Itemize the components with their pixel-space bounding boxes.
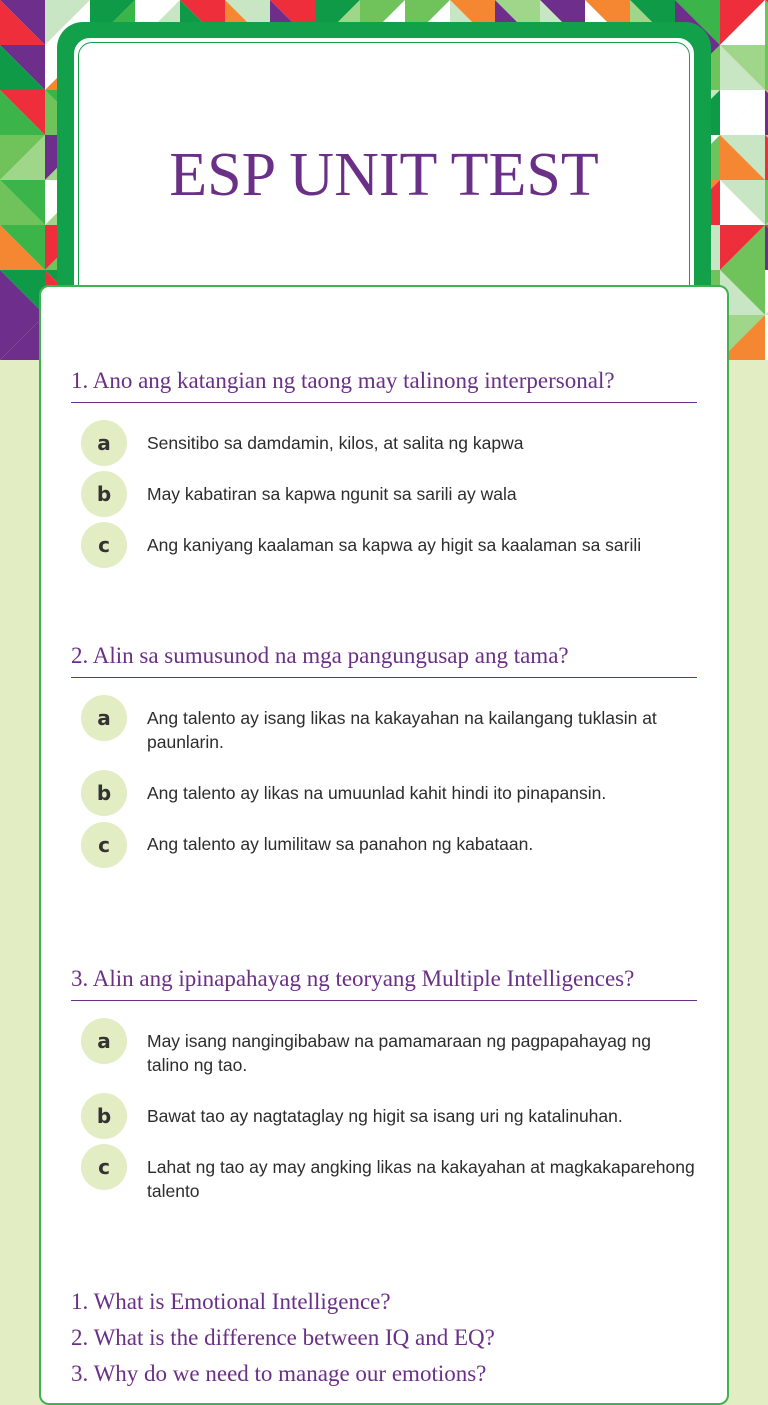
- q2-option-a-text[interactable]: Ang talento ay isang likas na kakayahan na kailangang tuklasin at paunlarin.: [147, 708, 657, 752]
- q2-option-c-badge[interactable]: c: [81, 822, 127, 868]
- question-2: 2. Alin sa sumusunod na mga pangungusap ang tama?: [71, 643, 697, 678]
- q1-option-b-badge[interactable]: b: [81, 471, 127, 517]
- q2-option-b-badge[interactable]: b: [81, 770, 127, 816]
- page-title: ESP UNIT TEST: [169, 141, 599, 209]
- question-1: 1. Ano ang katangian ng taong may talinong interpersonal?: [71, 368, 697, 403]
- q2-option-c-text[interactable]: Ang talento ay lumilitaw sa panahon ng kabataan.: [147, 834, 534, 854]
- q3-option-a-text[interactable]: May isang nangingibabaw na pamamaraan ng pagpapahayag ng talino ng tao.: [147, 1031, 651, 1075]
- q3-option-c-badge[interactable]: c: [81, 1144, 127, 1190]
- q1-option-a-text[interactable]: Sensitibo sa damdamin, kilos, at salita ng kapwa: [147, 433, 524, 453]
- question-3: 3. Alin ang ipinapahayag ng teoryang Multiple Intelligences?: [71, 966, 697, 1001]
- q1-option-b-text[interactable]: May kabatiran sa kapwa ngunit sa sarili ay wala: [147, 484, 517, 504]
- q3-option-a-badge[interactable]: a: [81, 1018, 127, 1064]
- open-question-2: 2. What is the difference between IQ and EQ?: [71, 1325, 495, 1350]
- q1-option-a-badge[interactable]: a: [81, 420, 127, 466]
- q1-option-c-badge[interactable]: c: [81, 522, 127, 568]
- open-question-3: 3. Why do we need to manage our emotions?: [71, 1361, 487, 1386]
- q1-option-c-text[interactable]: Ang kaniyang kaalaman sa kapwa ay higit sa kaalaman sa sarili: [147, 535, 642, 555]
- q2-option-b-text[interactable]: Ang talento ay likas na umuunlad kahit hindi ito pinapansin.: [147, 783, 607, 803]
- q3-option-b-text[interactable]: Bawat tao ay nagtataglay ng higit sa isang uri ng katalinuhan.: [147, 1106, 623, 1126]
- q3-option-c-text[interactable]: Lahat ng tao ay may angking likas na kakayahan at magkakaparehong talento: [147, 1157, 695, 1201]
- open-question-1: 1. What is Emotional Intelligence?: [71, 1289, 391, 1314]
- q2-option-a-badge[interactable]: a: [81, 695, 127, 741]
- q3-option-b-badge[interactable]: b: [81, 1093, 127, 1139]
